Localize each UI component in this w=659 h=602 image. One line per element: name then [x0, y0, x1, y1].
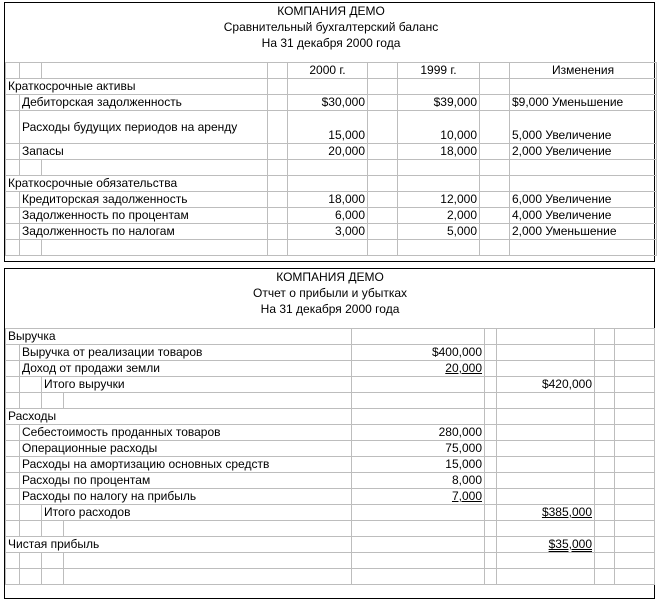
net-income-amount: $35,000 — [548, 537, 592, 551]
cell-2000: 6,000 — [288, 208, 368, 224]
cell-amount: 280,000 — [352, 425, 485, 441]
cell-1999: $39,000 — [398, 95, 480, 111]
table-row — [6, 208, 657, 224]
section-label-expenses: Расходы — [6, 409, 352, 425]
cell-change: 6,000 Увеличение — [510, 192, 657, 208]
cell-change: 2,000 Увеличение — [510, 144, 657, 160]
row-label: Выручка от реализации товаров — [20, 345, 352, 361]
row-label: Дебиторская задолженность — [20, 95, 268, 111]
income-statement — [4, 268, 655, 599]
company-title: КОМПАНИЯ ДЕМО — [276, 270, 384, 284]
net-income-label: Чистая прибыль — [6, 537, 352, 553]
cell-2000: 18,000 — [288, 192, 368, 208]
table-row — [6, 192, 657, 208]
cell-amount: 20,000 — [445, 361, 482, 375]
row-label: Доход от продажи земли — [20, 361, 352, 377]
report-date: На 31 декабря 2000 года — [260, 302, 400, 316]
table-row — [6, 144, 657, 160]
cell-2000: 15,000 — [288, 111, 368, 144]
table-row — [6, 473, 655, 489]
row-label: Задолженность по процентам — [20, 208, 268, 224]
total-amount: $385,000 — [541, 505, 592, 519]
table-row — [6, 224, 657, 240]
table-row — [6, 457, 655, 473]
table-row — [6, 345, 655, 361]
table-row — [6, 111, 657, 144]
cell-1999: 12,000 — [398, 192, 480, 208]
balance-table — [5, 3, 657, 256]
row-label: Себестоимость проданных товаров — [20, 425, 352, 441]
balance-sheet — [4, 2, 655, 262]
column-header-2000: 2000 г. — [288, 63, 368, 79]
cell-change: 5,000 Увеличение — [510, 111, 657, 144]
cell-change: $9,000 Уменьшение — [510, 95, 657, 111]
report-date: На 31 декабря 2000 года — [261, 36, 401, 50]
table-row — [6, 377, 655, 393]
row-label: Расходы на амортизацию основных средств — [20, 457, 352, 473]
column-header-change: Изменения — [510, 63, 657, 79]
row-label: Кредиторская задолженность — [20, 192, 268, 208]
table-row — [6, 537, 655, 553]
table-row — [6, 489, 655, 505]
section-label-liabilities: Краткосрочные обязательства — [6, 176, 268, 192]
table-row — [6, 505, 655, 521]
cell-1999: 5,000 — [398, 224, 480, 240]
table-row — [6, 95, 657, 111]
table-row — [6, 361, 655, 377]
cell-amount: 7,000 — [451, 489, 482, 503]
column-header-1999: 1999 г. — [398, 63, 480, 79]
cell-amount: 75,000 — [352, 441, 485, 457]
company-title: КОМПАНИЯ ДЕМО — [277, 4, 385, 18]
table-row — [6, 441, 655, 457]
cell-amount: 15,000 — [352, 457, 485, 473]
cell-change: 2,000 Уменьшение — [510, 224, 657, 240]
cell-amount: $400,000 — [352, 345, 485, 361]
total-label: Итого выручки — [42, 377, 352, 393]
cell-1999: 10,000 — [398, 111, 480, 144]
row-label: Расходы по налогу на прибыль — [20, 489, 352, 505]
cell-2000: $30,000 — [288, 95, 368, 111]
income-table — [5, 269, 655, 585]
section-label-assets: Краткосрочные активы — [6, 79, 268, 95]
row-label: Операционные расходы — [20, 441, 352, 457]
report-title: Сравнительный бухгалтерский баланс — [223, 20, 439, 34]
report-title: Отчет о прибыли и убытках — [253, 286, 408, 300]
table-row — [6, 425, 655, 441]
cell-change: 4,000 Увеличение — [510, 208, 657, 224]
row-label: Задолженность по налогам — [20, 224, 268, 240]
cell-1999: 18,000 — [398, 144, 480, 160]
total-amount: $420,000 — [497, 377, 595, 393]
cell-1999: 2,000 — [398, 208, 480, 224]
row-label: Запасы — [20, 144, 268, 160]
row-label: Расходы по процентам — [20, 473, 352, 489]
cell-amount: 8,000 — [352, 473, 485, 489]
cell-2000: 20,000 — [288, 144, 368, 160]
total-label: Итого расходов — [42, 505, 352, 521]
cell-2000: 3,000 — [288, 224, 368, 240]
row-label: Расходы будущих периодов на аренду — [20, 111, 268, 144]
section-label-revenue: Выручка — [6, 329, 352, 345]
